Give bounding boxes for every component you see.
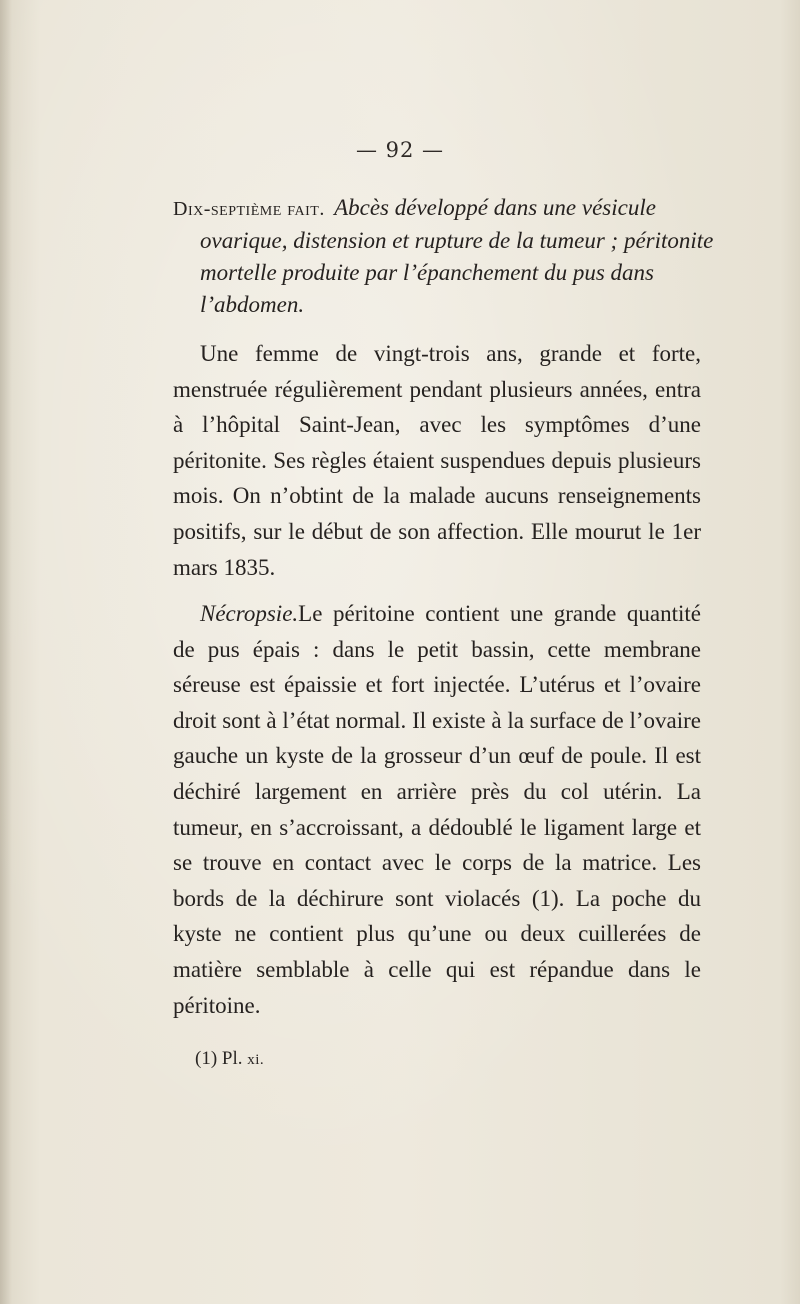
page-gutter-shadow — [0, 0, 12, 1304]
case-label: Dix-septième fait. — [173, 198, 325, 220]
footnote-plate-ref: xi. — [247, 1052, 265, 1068]
paragraph-case-history: Une femme de vingt-trois ans, grande et forte, menstruée régulièrement pendant plusieurs années, entra à l’hôpital Saint-Jean, avec les symptômes d’une péritonite. Ses règles étaient suspendues depuis plusieurs mois. On n’obtint de la malade aucuns renseignements positifs, sur le début de son affection. Elle mourut le 1er mars 1835. — [173, 341, 701, 580]
case-heading — [173, 192, 740, 321]
footnote-marker: (1) Pl. — [195, 1048, 243, 1069]
page-number: — 92 — — [355, 138, 445, 162]
necropsy-lead: Nécropsie. — [200, 601, 299, 626]
footnote — [195, 1048, 264, 1070]
case-title: Abcès développé dans une vésicule ovarique, distension et rupture de la tumeur ; péritonite mortelle produite par l’épanchement du pus dans l’abdomen. — [200, 195, 714, 317]
paragraph-necropsy — [173, 596, 701, 1023]
necropsy-body: Le péritoine contient une grande quantité de pus épais : dans le petit bassin, cette membrane séreuse est épaissie et fort injectée. L’utérus et l’ovaire droit sont à l’état normal. Il existe à la surface de l’ovaire gauche un kyste de la grosseur d’un œuf de poule. Il est déchiré largement en arrière près du col utérin. La tumeur, en s’accroissant, a dédoublé le ligament large et se trouve en contact avec le corps de la matrice. Les bords de la déchirure sont violacés (1). La poche du kyste ne contient plus qu’une ou deux cuillerées de matière semblable à celle qui est répandue dans le péritoine. — [173, 601, 701, 1018]
